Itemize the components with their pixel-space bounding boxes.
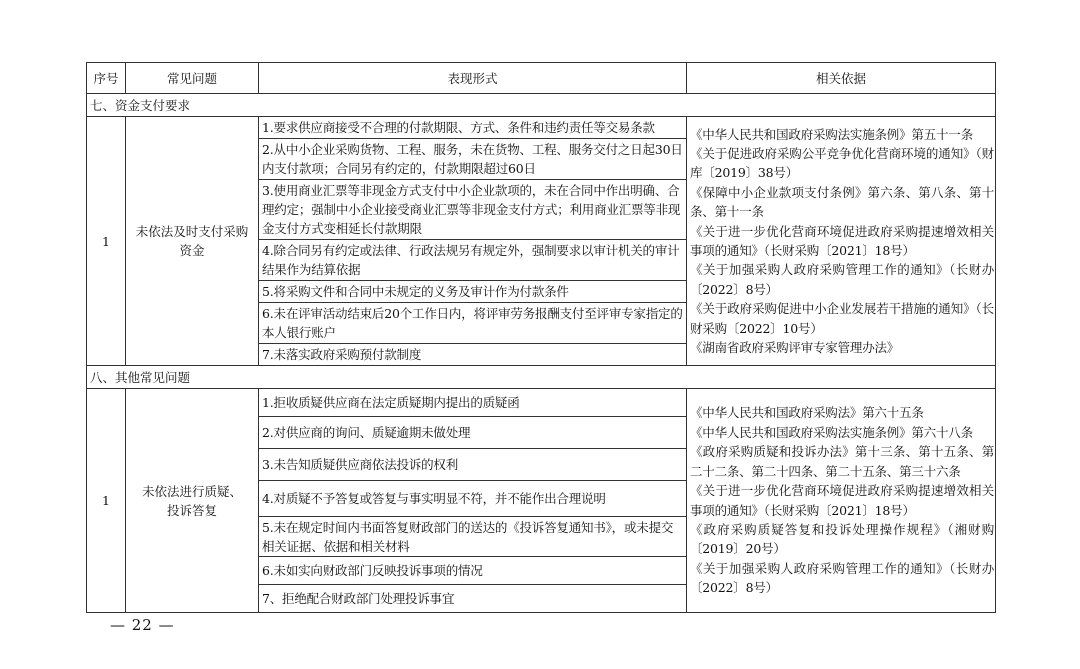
basis-item: 《关于加强采购人政府采购管理工作的通知》（长财办〔2022〕8号） bbox=[690, 560, 994, 596]
basis-item: 《中华人民共和国政府采购法实施条例》第五十一条 bbox=[690, 126, 973, 142]
form-item: 4.对质疑不予答复或答复与事实明显不符，并不能作出合理说明 bbox=[259, 481, 687, 517]
issue-cell: 未依法进行质疑、投诉答复 bbox=[126, 389, 259, 613]
form-item: 6.未如实向财政部门反映投诉事项的情况 bbox=[259, 557, 687, 585]
form-item: 4.除合同另有约定或法律、行政法规另有规定外，强制要求以审计机关的审计结果作为结算依据 bbox=[259, 240, 687, 281]
section-title: 七、资金支付要求 bbox=[87, 94, 996, 117]
form-item: 6.未在评审活动结束后20个工作日内，将评审劳务报酬支付至评审专家指定的本人银行账户 bbox=[259, 303, 687, 344]
basis-item: 《湖南省政府采购评审专家管理办法》 bbox=[690, 340, 900, 356]
form-item: 5.将采购文件和合同中未规定的义务及审计作为付款条件 bbox=[259, 281, 687, 303]
basis-item: 《保障中小企业款项支付条例》第六条、第八条、第十条、第十一条 bbox=[690, 184, 994, 220]
issue-cell: 未依法及时支付采购资金 bbox=[126, 117, 259, 366]
form-item: 1.要求供应商接受不合理的付款期限、方式、条件和违约责任等交易条款 bbox=[259, 117, 687, 139]
basis-item: 《关于促进政府采购公平竞争优化营商环境的通知》（财库〔2019〕38号） bbox=[690, 145, 994, 181]
regulation-table bbox=[86, 62, 996, 613]
basis-cell bbox=[687, 389, 996, 613]
form-item: 7、拒绝配合财政部门处理投诉事宜 bbox=[259, 585, 687, 613]
header-basis: 相关依据 bbox=[687, 63, 996, 94]
basis-item: 《关于政府采购促进中小企业发展若干措施的通知》（长财采购〔2022〕10号） bbox=[690, 301, 994, 336]
basis-item: 《关于进一步优化营商环境促进政府采购提速增效相关事项的通知》（长财采购〔2021〕18号） bbox=[690, 483, 994, 518]
header-form: 表现形式 bbox=[259, 63, 687, 94]
basis-item: 《政府采购质疑答复和投诉处理操作规程》（湘财购〔2019〕20号） bbox=[690, 521, 994, 557]
form-item: 1.拒收质疑供应商在法定质疑期内提出的质疑函 bbox=[259, 389, 687, 417]
form-item: 3.使用商业汇票等非现金方式支付中小企业款项的，未在合同中作出明确、合理约定；强制中小企业接受商业汇票等非现金支付方式；利用商业汇票等非现金支付方式变相延长付款期限 bbox=[259, 180, 687, 240]
form-item: 2.从中小企业采购货物、工程、服务，未在货物、工程、服务交付之日起30日内支付款项；合同另有约定的，付款期限超过60日 bbox=[259, 139, 687, 180]
section-title: 八、其他常见问题 bbox=[87, 366, 996, 389]
form-item: 5.未在规定时间内书面答复财政部门的送达的《投诉答复通知书》，或未提交相关证据、依据和相关材料 bbox=[259, 517, 687, 557]
form-item: 2.对供应商的询问、质疑逾期未做处理 bbox=[259, 417, 687, 449]
basis-item: 《关于加强采购人政府采购管理工作的通知》（长财办〔2022〕8号） bbox=[690, 262, 994, 297]
row-seq: 1 bbox=[87, 389, 126, 613]
header-row bbox=[87, 63, 996, 94]
header-issue: 常见问题 bbox=[126, 63, 259, 94]
form-item: 3.未告知质疑供应商依法投诉的权利 bbox=[259, 449, 687, 481]
basis-item: 《政府采购质疑和投诉办法》第十三条、第十五条、第二十二条、第二十四条、第二十五条、第三十六条 bbox=[690, 444, 994, 479]
row-seq: 1 bbox=[87, 117, 126, 366]
basis-item: 《中华人民共和国政府采购法实施条例》第六十八条 bbox=[690, 424, 973, 440]
basis-cell bbox=[687, 117, 996, 366]
basis-item: 《关于进一步优化营商环境促进政府采购提速增效相关事项的通知》（长财采购〔2021〕18号） bbox=[690, 223, 994, 258]
header-seq: 序号 bbox=[87, 63, 126, 94]
page-number: — 22 — bbox=[110, 616, 175, 634]
form-item: 7.未落实政府采购预付款制度 bbox=[259, 344, 687, 366]
basis-item: 《中华人民共和国政府采购法》第六十五条 bbox=[690, 405, 924, 421]
